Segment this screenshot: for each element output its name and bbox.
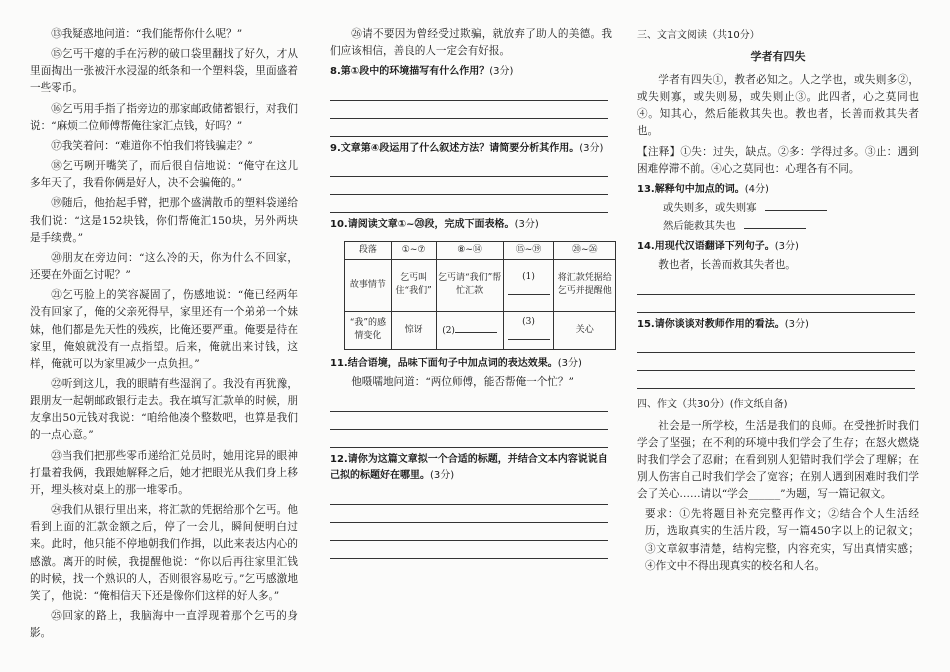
translate-sentence: 教也者，长善而救其失者也。: [658, 259, 796, 271]
answer-line[interactable]: [330, 412, 608, 430]
table-cell: 惊讶: [391, 311, 436, 349]
question-13: 13.解释句中加点的词。(4分): [637, 183, 769, 195]
paragraph: ㉑乞丐脸上的笑容凝固了，伤感地说：“俺已经两年没有回家了，俺的父亲死得早，家里还有一个弟弟一个妹妹，他们都是先天性的残疾，比俺还要严重。俺要是待在家里，俺娘就没有一点指望。后来，俺就出来讨钱，这样，俺就可以为家里减少一点负担。”: [30, 289, 298, 370]
classical-and-essay-column: [637, 26, 919, 578]
paragraph: ⑲随后，他抬起手臂，把那个盛满散币的塑料袋递给我们说：“这是152块钱，你们帮俺汇150块，另外两块是手续费。”: [30, 197, 298, 244]
paragraph: ⑮乞丐干瘪的手在污秽的破口袋里翻找了好久，才从里面掏出一张被汗水浸湿的纸条和一个塑料袋，里面盛着一些零币。: [30, 48, 298, 95]
questions-column: [330, 26, 612, 559]
answer-line[interactable]: [330, 119, 608, 137]
table-cell: 将汇款凭据给乞丐并提醒他: [554, 259, 616, 311]
table-cell: 关心: [554, 311, 616, 349]
paragraph: ⑰我笑着问：“难道你不怕我们将钱骗走？”: [51, 139, 253, 152]
question-15: 15.请你谈谈对教师作用的看法。(3分): [637, 319, 809, 331]
answer-line[interactable]: [330, 430, 608, 448]
essay-requirements: 要求：①先将题目补充完整再作文；②结合个人生活经历，选取真实的生活片段，写一篇450字以上的记叙文；③文章叙事清楚，结构完整，内容充实，写出真情实感；④作文中不得出现真实的校名和人名。: [645, 508, 919, 572]
question-12: 12.请你为这篇文章拟一个合适的标题，并结合文本内容说说自己拟的标题好在哪里。(3分): [330, 454, 608, 482]
essay-prompt: 社会是一所学校，生活是我们的良师。在受挫折时我们学会了坚强；在不利的环境中我们学会了生存；在怒火燃烧时我们学会了忍耐；在看到别人犯错时我们学会了理解；在別人伤害自己时我们学会了宽容；在别人遇到困难时我们学会了关心……请以“学会______”为题，写一篇记叙文。: [637, 419, 919, 501]
question-10: 10.请阅读文章①~⑳段，完成下面表格。(3分): [330, 218, 539, 230]
paragraph: ⑱乞丐咧开嘴笑了，而后很自信地说：“俺守在这儿多年天了，我看你俩是好人，决不会骗俺的。”: [30, 160, 298, 190]
answer-line[interactable]: [330, 523, 608, 541]
word-item: 或失则多，或失则寡: [663, 200, 919, 217]
answer-line[interactable]: [330, 505, 608, 523]
question-14: 14.用现代汉语翻译下列句子。(3分): [637, 240, 799, 252]
table-cell: 乞丐请“我们”帮忙汇款: [436, 259, 503, 311]
quote-sentence: 他嗫嚅地问道：“两位师傅，能否帮俺一个忙？”: [351, 376, 574, 389]
table-cell-blank[interactable]: (3): [503, 311, 554, 349]
paragraph: ㉒听到这儿，我的眼睛有些湿润了。我没有再犹豫，跟朋友一起朝邮政银行走去。我在填写汇款单的时候，朋友拿出50元钱对我说：“咱给他凑个整数吧，也算是我们的一点心意。”: [30, 377, 298, 442]
answer-line[interactable]: [637, 295, 915, 313]
table-cell: 乞丐叫住“我们”: [391, 259, 436, 311]
plot-table: [344, 241, 616, 350]
table-cell-blank[interactable]: (1): [503, 259, 554, 311]
table-cell: 故事情节: [345, 259, 392, 311]
section-heading: 四、作文（共30分）(作文纸自备): [637, 399, 788, 411]
answer-line[interactable]: [330, 159, 608, 177]
section-heading: 三、文言文阅读（共10分）: [637, 30, 760, 41]
answer-line[interactable]: [330, 83, 608, 101]
table-header: ①~⑦: [391, 241, 436, 259]
answer-line[interactable]: [330, 195, 608, 213]
answer-line[interactable]: [330, 541, 608, 559]
answer-line[interactable]: [330, 177, 608, 195]
passage-title: 学者有四失: [750, 50, 806, 64]
word-item: 然后能救其失也: [663, 218, 919, 235]
paragraph: ⑯乞丐用手指了指旁边的那家邮政储蓄银行，对我们说：“麻烦二位师傅帮俺往家汇点钱，好吗？”: [30, 102, 298, 132]
classical-text: 学者有四失①，教者必知之。人之学也，或失则多②，或失则寡，或失则易，或失则止③。此四者，心之莫同也④。知其心，然后能救其失也。教也者，长善而救其失者也。: [637, 74, 919, 138]
table-cell-blank[interactable]: (2): [436, 311, 503, 349]
question-11: 11.结合语境，品味下面句子中加点词的表达效果。(3分): [330, 357, 582, 369]
answer-blank[interactable]: [765, 200, 827, 211]
answer-line[interactable]: [637, 371, 915, 389]
table-header: 段落: [345, 241, 392, 259]
paragraph: ㉖请不要因为曾经受过欺骗，就放弃了助人的美德。我们应该相信，善良的人一定会有好报。: [330, 28, 612, 58]
question-8: 8.第①段中的环境描写有什么作用？(3分): [330, 66, 514, 78]
answer-line[interactable]: [637, 277, 915, 295]
answer-blank[interactable]: [744, 218, 806, 229]
paragraph: ⑳朋友在旁边问：“这么冷的天，你为什么不回家，还要在外面乞讨呢？”: [30, 251, 298, 282]
paragraph: ㉔我们从银行里出来，将汇款的凭据给那个乞丐。他看到上面的汇款金额之后，停了一会儿，瞬间便明白过来。此时，他只能不停地朝我们作揖，以此来表达内心的感激。离开的时候，我提醒他说：“你以后再往家里汇钱的时候，找一个熟识的人，否则很容易吃亏。”乞丐感激地笑了，他说：“俺相信天下还是像你们这样的好人多。”: [30, 504, 298, 602]
paragraph: ⑬我疑惑地问道：“我们能帮你什么呢？”: [51, 28, 243, 40]
annotation: 【注释】①失：过失，缺点。②多：学得过多。③止：遇到困难停滞不前。④心之莫同也：心理各有不同。: [637, 145, 919, 175]
table-cell: “我”的感情变化: [345, 311, 392, 349]
answer-line[interactable]: [330, 487, 608, 505]
table-header: ⑧~⑭: [436, 241, 503, 259]
answer-line[interactable]: [637, 353, 915, 371]
paragraph: ㉕回家的路上，我脑海中一直浮现着那个乞丐的身影。: [30, 610, 298, 640]
answer-line[interactable]: [637, 335, 915, 353]
paragraph: ㉓当我们把那些零币递给汇兑员时，她用诧异的眼神打量着我俩，我跟她解释之后，她才把眼光从我们身上移开，埋头核对桌上的那一堆零币。: [30, 449, 298, 496]
table-header: ⑮~⑲: [503, 241, 554, 259]
answer-line[interactable]: [330, 394, 608, 412]
table-header: ⑳~㉖: [554, 241, 616, 259]
question-9: 9.文章第④段运用了什么叙述方法？请简要分析其作用。(3分): [330, 142, 604, 154]
answer-line[interactable]: [330, 101, 608, 119]
reading-passage-column: [30, 26, 298, 645]
